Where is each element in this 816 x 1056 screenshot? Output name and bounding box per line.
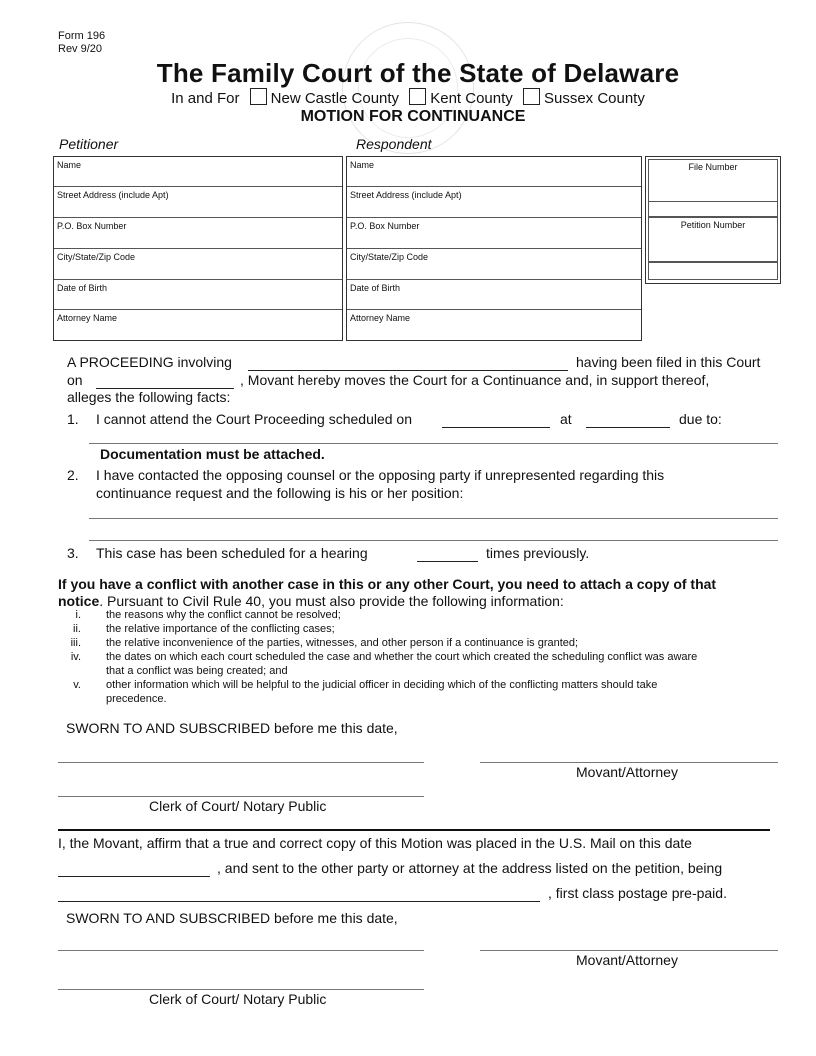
checkbox-new-castle[interactable] [250, 88, 267, 105]
court-title: The Family Court of the State of Delaware [156, 58, 680, 88]
petitioner-label: Petitioner [59, 136, 119, 152]
alleges-text: alleges the following facts: [67, 389, 231, 405]
county-selector [0, 88, 816, 107]
petition-number-label: Petition Number [680, 220, 746, 230]
file-number-input[interactable] [648, 201, 778, 217]
petitioner-name-field[interactable]: Name [54, 157, 342, 187]
petitioner-street-field[interactable]: Street Address (include Apt) [54, 187, 342, 218]
rule-item-text-cont: that a conflict was being created; and [106, 665, 288, 677]
case-number-box [645, 156, 781, 284]
rule-item-num: iv. [70, 651, 81, 663]
postage-text: , first class postage pre-paid. [548, 885, 727, 901]
times-previously-input[interactable] [417, 561, 478, 562]
movant-moves-text: , Movant hereby moves the Court for a Continuance and, in support thereof, [240, 372, 710, 388]
petitioner-city-field[interactable]: City/State/Zip Code [54, 249, 342, 280]
checkbox-kent[interactable] [409, 88, 426, 105]
petition-number-input[interactable] [648, 262, 778, 280]
respondent-pobox-field[interactable]: P.O. Box Number [347, 218, 641, 249]
notary-date-line[interactable] [58, 762, 424, 763]
mail-address-input[interactable] [58, 901, 540, 902]
item1-number: 1. [67, 411, 79, 427]
affirm-statement: I, the Movant, affirm that a true and correct copy of this Motion was placed in the U.S. Mail on this date [58, 835, 692, 851]
respondent-dob-field[interactable]: Date of Birth [347, 280, 641, 310]
proceeding-prefix: A PROCEEDING involving [67, 354, 232, 370]
on-label: on [67, 372, 83, 388]
movant-attorney-label-2: Movant/Attorney [576, 952, 678, 968]
respondent-city-field[interactable]: City/State/Zip Code [347, 249, 641, 280]
rule-item-text: the dates on which each court scheduled the case and whether the court which created the scheduling conflict was aware [106, 651, 698, 663]
petitioner-pobox-field[interactable]: P.O. Box Number [54, 218, 342, 249]
sworn-statement-2: SWORN TO AND SUBSCRIBED before me this date, [66, 910, 398, 926]
county-kent: Kent County [430, 90, 513, 107]
movant-signature-line-2[interactable] [480, 950, 778, 951]
opposing-position-input-1[interactable] [89, 518, 778, 519]
item1-text: I cannot attend the Court Proceeding scheduled on [96, 411, 412, 427]
item2-line1: I have contacted the opposing counsel or the opposing party if unrepresented regarding this [96, 467, 665, 483]
document-title: MOTION FOR CONTINUANCE [300, 108, 526, 125]
item1-at: at [560, 411, 572, 427]
clerk-notary-label-2: Clerk of Court/ Notary Public [149, 991, 327, 1007]
item3-number: 3. [67, 545, 79, 561]
scheduled-time-input[interactable] [586, 427, 670, 428]
proceeding-suffix: having been filed in this Court [576, 354, 761, 370]
rule-item-num: v. [73, 679, 81, 691]
mail-date-input[interactable] [58, 876, 210, 877]
file-number-label: File Number [688, 162, 738, 172]
respondent-name-field[interactable]: Name [347, 157, 641, 187]
respondent-attorney-field[interactable]: Attorney Name [350, 313, 411, 323]
movant-attorney-label: Movant/Attorney [576, 764, 678, 780]
section-divider [58, 829, 770, 831]
item3-text: This case has been scheduled for a hearing [96, 545, 368, 561]
rule-item-text: the reasons why the conflict cannot be resolved; [106, 609, 341, 621]
respondent-info-grid [346, 156, 642, 341]
item3-suffix: times previously. [486, 545, 590, 561]
respondent-street-field[interactable]: Street Address (include Apt) [347, 187, 641, 218]
respondent-label: Respondent [356, 136, 432, 152]
county-sussex: Sussex County [543, 90, 645, 107]
item1-due-to: due to: [679, 411, 722, 427]
item2-line2: continuance request and the following is his or her position: [96, 485, 464, 501]
county-new-castle: New Castle County [270, 90, 400, 107]
rule-item-num: i. [75, 609, 81, 621]
petitioner-dob-field[interactable]: Date of Birth [54, 280, 342, 310]
clerk-signature-line[interactable] [58, 796, 424, 797]
opposing-position-input-2[interactable] [89, 540, 778, 541]
sent-to-text: , and sent to the other party or attorney at the address listed on the petition, being [217, 860, 723, 876]
sworn-statement: SWORN TO AND SUBSCRIBED before me this date, [66, 720, 398, 736]
checkbox-sussex[interactable] [523, 88, 540, 105]
notary-date-line-2[interactable] [58, 950, 424, 951]
clerk-notary-label: Clerk of Court/ Notary Public [149, 798, 327, 814]
rule-item-text: the relative importance of the conflicting cases; [106, 623, 335, 635]
petitioner-info-grid [53, 156, 343, 341]
item2-number: 2. [67, 467, 79, 483]
in-and-for-label: In and For [171, 90, 240, 107]
petition-number-label-box [648, 217, 778, 262]
rule-item-text-cont: precedence. [106, 693, 167, 705]
petitioner-attorney-field[interactable]: Attorney Name [57, 313, 118, 323]
conflict-notice: If you have a conflict with another case in this or any other Court, you need to attach a copy of that [58, 576, 717, 592]
rule-item-text: the relative inconvenience of the parties, witnesses, and other person if a continuance is granted; [106, 637, 579, 649]
scheduled-date-input[interactable] [442, 427, 550, 428]
clerk-signature-line-2[interactable] [58, 989, 424, 990]
rule-item-text: other information which will be helpful to the judicial officer in deciding which of the conflicting matters should take [106, 679, 658, 691]
notice-word: notice [58, 593, 100, 609]
form-revision: Rev 9/20 [58, 43, 103, 55]
due-to-reason-input[interactable] [89, 443, 778, 444]
civil-rule-text: . Pursuant to Civil Rule 40, you must also provide the following information: [99, 593, 564, 609]
rule-item-num: ii. [73, 623, 81, 635]
civil-rule-line [58, 593, 564, 609]
file-number-label-box [648, 159, 778, 202]
documentation-note: Documentation must be attached. [100, 446, 325, 462]
form-number: Form 196 [58, 30, 106, 42]
rule-item-num: iii. [70, 637, 81, 649]
proceeding-involving-input[interactable] [248, 370, 568, 371]
movant-signature-line[interactable] [480, 762, 778, 763]
